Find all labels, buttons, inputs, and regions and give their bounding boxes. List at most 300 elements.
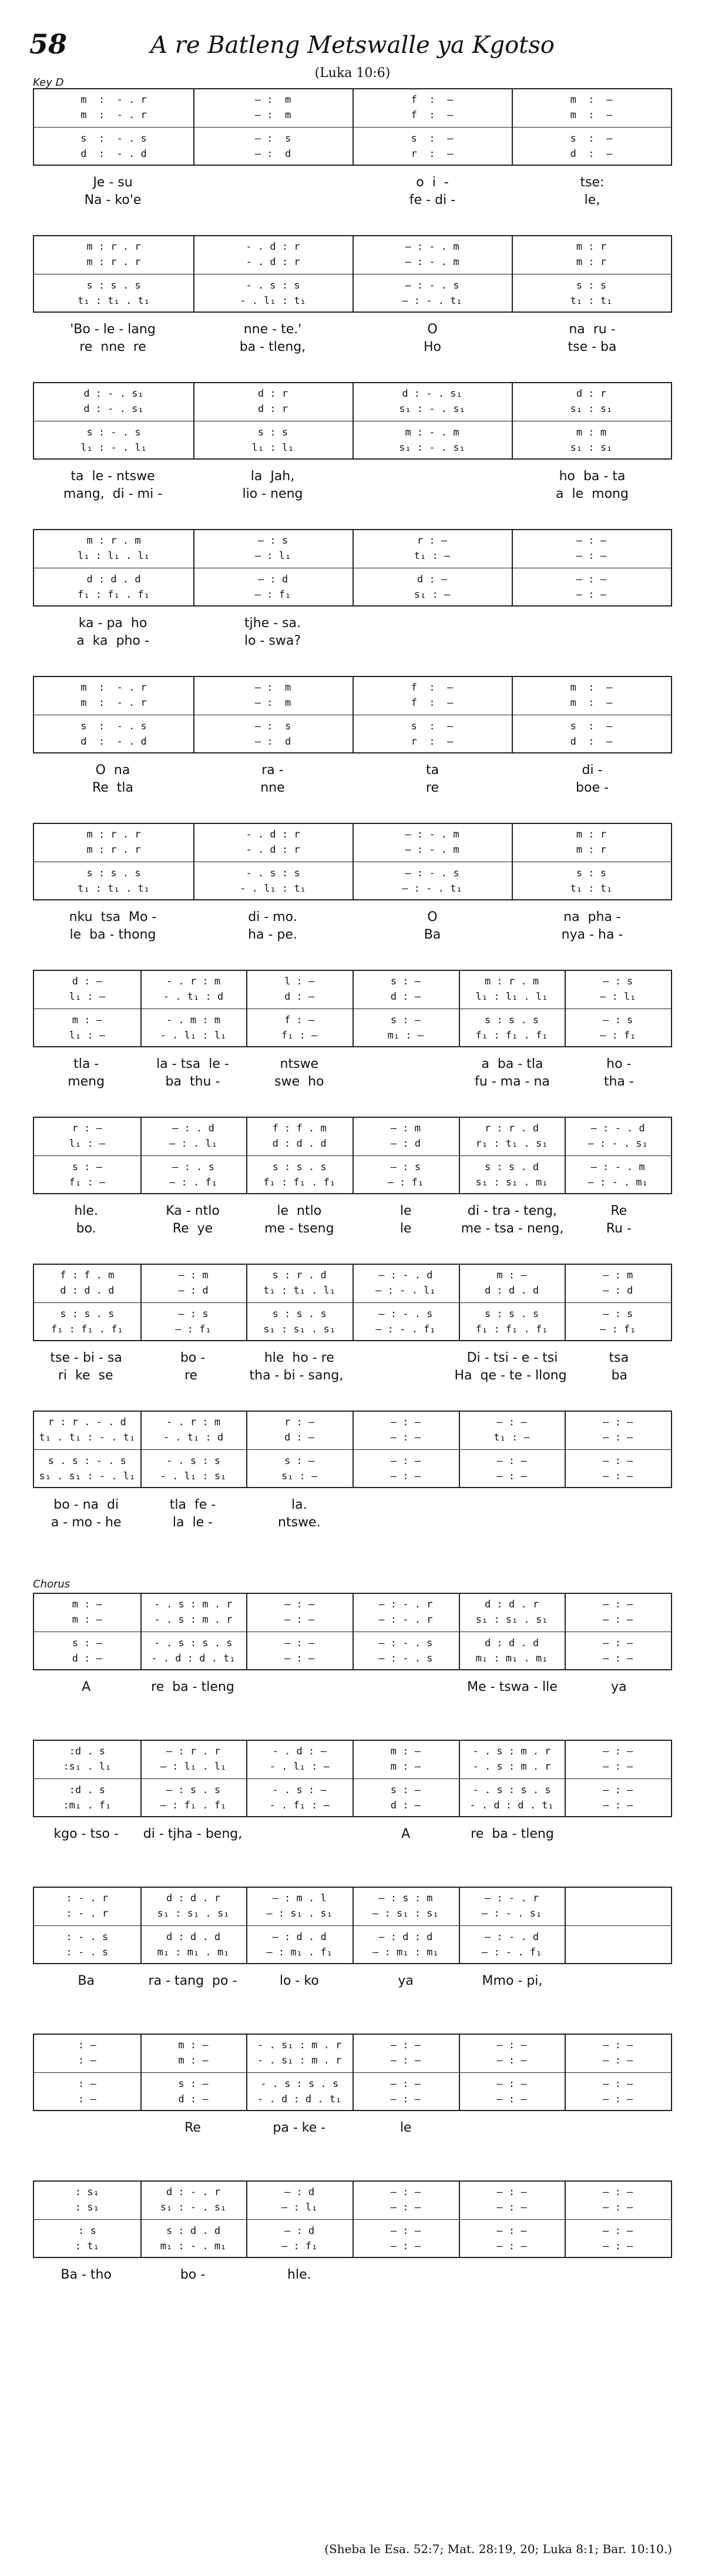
note-cell: f : — (284, 1014, 315, 1026)
lyric-syllables: tla - (73, 1057, 99, 1071)
note-cell: — : — (390, 2055, 421, 2066)
note-cell: : - . s (66, 1931, 109, 1943)
note-cell: s : s . d (484, 1161, 539, 1173)
note-cell: — : d (603, 1285, 633, 1297)
note-cell: — : f₁ (175, 1324, 212, 1335)
note-cell: — : s (178, 1308, 209, 1320)
note-cell: — : — (390, 2186, 421, 2198)
note-cell: f₁ : — (281, 1030, 318, 1041)
note-cell: — : d (254, 736, 291, 748)
lyric-syllables (139, 1696, 246, 1714)
note-cell: - . l₁ : s₁ (160, 1470, 227, 1482)
note-cell: — : d (284, 2186, 315, 2198)
lyric-syllables: Ha qe - te - llong (454, 1368, 567, 1383)
lyric-syllables: ra - tang po - (148, 1974, 237, 1988)
voice-row (34, 1612, 671, 1628)
note-cell: — : - . s₁ (481, 1908, 542, 1920)
note-cell: — : - . s₁ (588, 1138, 648, 1150)
solfa-staff (33, 1117, 672, 1194)
note-cell: — : — (496, 2225, 527, 2237)
note-cell: — : - . d (378, 1269, 433, 1281)
solfa-staff (33, 823, 672, 900)
note-cell: t₁ : t₁ (570, 883, 613, 895)
note-cell: — : - . m (405, 241, 459, 253)
note-cell: — : — (603, 1784, 633, 1796)
note-cell: — : — (603, 2078, 633, 2090)
lyric-syllables: la. (291, 1498, 307, 1512)
note-cell: d : — (72, 976, 102, 987)
note-cell: - . l₁ : t₁ (240, 295, 306, 307)
note-cell: — : — (603, 1800, 633, 1811)
voice-row (34, 2052, 671, 2069)
lyric-syllables: lo - swa? (244, 634, 301, 648)
note-cell: — : — (603, 2202, 633, 2213)
note-cell: s : d . d (166, 2225, 221, 2237)
note-cell: m : - . r (80, 682, 147, 694)
page-header (0, 0, 705, 94)
voice-row (34, 386, 671, 402)
note-cell: — : m (178, 1269, 209, 1281)
lyric-syllables: A (82, 1680, 91, 1694)
note-cell: f₁ : f₁ . f₁ (475, 1324, 548, 1335)
voice-row (34, 532, 671, 549)
voice-divider (34, 127, 671, 128)
note-cell: m : — (72, 1614, 102, 1626)
note-cell: - . f₁ : — (269, 1800, 330, 1811)
note-cell: d : — (390, 991, 421, 1003)
lyric-syllables (459, 1990, 565, 2008)
note-cell: r : r . d (484, 1123, 539, 1134)
note-cell: : - . r (66, 1892, 109, 1904)
solfa-staff (33, 1740, 672, 1817)
lyric-syllables: ho ba - ta (559, 469, 626, 484)
note-cell: — : — (603, 1470, 633, 1482)
lyric-syllables (139, 2284, 246, 2302)
note-cell: d : - . s₁ (402, 388, 462, 400)
voice-row (34, 826, 671, 843)
lyric-syllables: ta le - ntswe (70, 469, 155, 484)
lyric-syllables (246, 1696, 352, 1714)
note-cell: — : - . l₁ (375, 1285, 436, 1297)
lyric-syllables: a - mo - he (51, 1515, 122, 1530)
note-cell: s : r . d (272, 1269, 327, 1281)
voice-row (34, 1905, 671, 1922)
note-cell: — : s (390, 1161, 421, 1173)
note-cell: s : s . s (272, 1161, 327, 1173)
lyric-syllables (246, 1990, 352, 2008)
lyric-syllables (352, 615, 512, 632)
note-cell: — : . f₁ (169, 1177, 217, 1188)
note-cell: :d . s (69, 1784, 106, 1796)
note-cell: s : - . s (86, 427, 141, 438)
lyric-syllables: O na (95, 763, 130, 778)
note-cell: — : . l₁ (169, 1138, 217, 1150)
voice-row (34, 1929, 671, 1945)
note-cell: — : - . m (405, 844, 459, 856)
note-cell: — : — (603, 1432, 633, 1443)
note-cell: s : s . s (484, 1014, 539, 1026)
note-cell (565, 1944, 671, 1961)
solfa-staff (33, 529, 672, 607)
lyric-syllables: a ka pho - (76, 634, 149, 648)
voice-row (34, 424, 671, 441)
music-system (33, 529, 672, 664)
lyric-syllables (33, 2119, 139, 2137)
note-cell: d : - . s₁ (83, 403, 144, 415)
note-cell: — : l₁ (599, 991, 636, 1003)
note-cell: s : s (257, 427, 288, 438)
note-cell: m : m (576, 427, 607, 438)
note-cell: - . d : d . t₁ (151, 1653, 236, 1664)
lyric-syllables (352, 2284, 459, 2302)
note-cell: — : — (496, 1416, 527, 1428)
note-cell: — : f₁ (254, 589, 291, 601)
lyric-syllables: ntswe (280, 1057, 319, 1071)
lyric-syllables: hle ho - re (264, 1351, 334, 1365)
voice-row (34, 1414, 671, 1431)
note-cell: - . d : r (246, 256, 300, 268)
note-cell: — : — (576, 550, 607, 562)
note-cell: f : — (411, 682, 454, 694)
note-cell: — : — (390, 2078, 421, 2090)
music-system (33, 88, 672, 223)
lyric-syllables: re ba - tleng (151, 1680, 234, 1694)
voice-row (34, 1782, 671, 1798)
note-cell: d : d . d (484, 1637, 539, 1649)
note-cell: — : f₁ . f₁ (160, 1800, 227, 1811)
lyric-syllables (352, 1843, 459, 1861)
lyric-syllables: Ba (78, 1974, 95, 1988)
lyric-line (33, 1972, 672, 1990)
lyric-syllables (566, 1496, 672, 1514)
note-cell: — : — (496, 2078, 527, 2090)
lyric-syllables: Me - tswa - lle (467, 1680, 558, 1694)
lyric-syllables: O (427, 322, 438, 337)
note-cell: : — (78, 2055, 96, 2066)
lyric-syllables (459, 1514, 565, 1532)
note-cell: — : d : d (378, 1931, 433, 1943)
voice-divider (34, 1449, 671, 1450)
voice-row (34, 679, 671, 696)
voice-row (34, 1635, 671, 1652)
note-cell: — : - . m₁ (588, 1177, 648, 1188)
note-cell: s : — (72, 1637, 102, 1649)
note-cell: — : — (603, 1599, 633, 1610)
voice-row (34, 1596, 671, 1613)
note-cell: d : - . s₁ (83, 388, 144, 400)
lyric-syllables (352, 1990, 459, 2008)
voice-row (34, 571, 671, 588)
lyric-syllables (33, 1990, 139, 2008)
note-cell: — : — (390, 2240, 421, 2252)
note-cell: m : — (72, 1014, 102, 1026)
note-cell: — : — (603, 1761, 633, 1773)
lyric-syllables: ya (398, 1974, 414, 1988)
lyric-syllables (246, 2284, 352, 2302)
lyric-syllables (566, 1696, 672, 1714)
note-cell: s . s : - . s (48, 1455, 126, 1467)
lyric-syllables: Re ye (172, 1221, 213, 1236)
lyric-syllables: tla fe - (169, 1498, 216, 1512)
voice-row (34, 293, 671, 309)
lyric-syllables (352, 2137, 459, 2155)
lyric-syllables (459, 1843, 565, 1861)
voice-row (34, 1027, 671, 1044)
note-cell: — : s (257, 535, 288, 547)
lyric-line (33, 339, 672, 356)
note-cell: m : r (576, 829, 607, 840)
note-cell: - . s : — (272, 1784, 327, 1796)
note-cell: — : — (496, 2039, 527, 2051)
note-cell: - . s₁ : m . r (257, 2055, 342, 2066)
lyric-syllables (566, 1514, 672, 1532)
lyric-syllables: tse - ba (568, 340, 617, 354)
note-cell: d : - . d (80, 736, 147, 748)
note-cell: — : - . m (405, 256, 459, 268)
note-cell: — : m (254, 109, 291, 121)
note-cell: — : l₁ (254, 550, 291, 562)
lyric-line (33, 1679, 672, 1696)
note-cell: — : - . s (378, 1653, 433, 1664)
note-cell: f₁ : — (69, 1177, 106, 1188)
note-cell: m₁ : - . m₁ (160, 2240, 227, 2252)
note-cell: : - . r (66, 1908, 109, 1920)
note-cell: l₁ : l₁ (251, 442, 294, 454)
lyric-line (33, 1202, 672, 1220)
lyric-syllables: fe - di - (409, 193, 456, 207)
note-cell: : s (78, 2225, 96, 2237)
note-cell: — : d . d (272, 1931, 327, 1943)
lyric-syllables (459, 1696, 565, 1714)
lyric-line (33, 1825, 672, 1843)
voice-row (34, 254, 671, 270)
note-cell: — : — (603, 2039, 633, 2051)
voice-divider (34, 1302, 671, 1303)
note-cell: f₁ : f₁ . f₁ (263, 1177, 336, 1188)
note-cell: s : s . s (86, 867, 141, 879)
note-cell: t₁ : t₁ . t₁ (78, 295, 150, 307)
note-cell: — : — (284, 1653, 315, 1664)
solfa-staff (33, 1887, 672, 1964)
note-cell: — : f₁ (599, 1030, 636, 1041)
note-cell: s₁ : s₁ (570, 442, 613, 454)
note-cell: — : — (284, 1637, 315, 1649)
note-cell: - . s : m . r (154, 1614, 233, 1626)
note-cell: — : m (254, 94, 291, 106)
note-cell: - . s : m . r (472, 1746, 551, 1757)
lyric-syllables: le ntlo (277, 1204, 322, 1218)
lyric-syllables (193, 192, 352, 209)
lyric-syllables (246, 1843, 352, 1861)
note-cell: : s₁ (75, 2202, 99, 2213)
lyric-line (33, 1514, 672, 1532)
note-cell: s₁ : - . s₁ (399, 442, 465, 454)
chorus-label: Chorus (33, 1578, 70, 1590)
lyric-syllables: Ho (423, 340, 441, 354)
solfa-staff (33, 235, 672, 313)
lyric-syllables: 'Bo - le - lang (70, 322, 156, 337)
note-cell: m : — (570, 109, 613, 121)
note-cell: m : r (576, 844, 607, 856)
note-cell: t₁ : t₁ . l₁ (263, 1285, 336, 1297)
note-cell: — : — (603, 1746, 633, 1757)
music-system (33, 235, 672, 370)
note-cell: — : . d (172, 1123, 214, 1134)
lyric-syllables: re ba - tleng (471, 1827, 554, 1841)
note-cell: — : — (496, 1455, 527, 1467)
lyric-syllables (33, 1843, 139, 1861)
note-cell: — : — (496, 2186, 527, 2198)
note-cell: d : d . r (166, 1892, 221, 1904)
note-cell: - . m : m (166, 1014, 221, 1026)
note-cell: t₁ : — (494, 1432, 530, 1443)
lyric-syllables: fu - ma - na (475, 1074, 550, 1089)
lyric-syllables: O (427, 910, 438, 924)
lyric-syllables: re nne re (79, 340, 146, 354)
lyric-syllables: A (401, 1827, 411, 1841)
voice-row (34, 842, 671, 858)
note-cell: d : d . d (166, 1931, 221, 1943)
note-cell: — : — (603, 2093, 633, 2105)
note-cell: s : — (411, 721, 454, 732)
lyric-syllables: le (400, 1204, 412, 1218)
note-cell: s : — (411, 133, 454, 145)
note-cell: f : — (411, 94, 454, 106)
note-cell: m : — (178, 2039, 209, 2051)
note-cell: f₁ : f₁ . f₁ (475, 1030, 548, 1041)
note-cell: — : d (390, 1138, 421, 1150)
voice-row (34, 865, 671, 882)
voice-row (34, 1468, 671, 1485)
note-cell: — : — (390, 1470, 421, 1482)
note-cell: :m₁ . f₁ (63, 1800, 112, 1811)
lyric-syllables: le (400, 2121, 412, 2135)
note-cell: — : — (390, 1416, 421, 1428)
solfa-staff (33, 2180, 672, 2258)
lyric-syllables (352, 1514, 459, 1532)
lyric-syllables (566, 1972, 672, 1990)
note-cell: m : - . m (405, 427, 459, 438)
lyric-syllables (352, 1696, 459, 1714)
note-cell: s₁ : - . s₁ (160, 2202, 227, 2213)
note-cell: s₁ : s₁ . m₁ (475, 1177, 548, 1188)
note-cell: m : — (496, 1269, 527, 1281)
note-cell: — : s (603, 1014, 633, 1026)
note-cell: - . s : s (246, 280, 300, 292)
voice-row (34, 989, 671, 1005)
lyric-syllables: tha - bi - sang, (249, 1368, 344, 1383)
voice-row (34, 277, 671, 294)
voice-row (34, 440, 671, 456)
voice-row (34, 1267, 671, 1284)
note-cell: s₁ : - . s₁ (399, 403, 465, 415)
note-cell: :d . s (69, 1746, 106, 1757)
lyric-syllables (512, 615, 672, 632)
voice-divider (34, 2219, 671, 2220)
note-cell: — : — (390, 2225, 421, 2237)
note-cell: d : — (417, 574, 448, 585)
lyric-line (33, 2266, 672, 2284)
note-cell: - . r : m (166, 1416, 221, 1428)
note-cell: — : m (254, 697, 291, 709)
lyric-syllables (352, 632, 512, 650)
voice-row (34, 587, 671, 603)
lyric-syllables (352, 485, 512, 503)
lyric-syllables (246, 1679, 352, 1696)
lyric-syllables (193, 174, 352, 192)
note-cell: d : — (178, 2093, 209, 2105)
note-cell: r : — (417, 535, 448, 547)
note-cell: s : s . s (60, 1308, 115, 1320)
note-cell: - . s : s . s (260, 2078, 339, 2090)
note-cell: m : — (570, 682, 613, 694)
note-cell: — : — (496, 2202, 527, 2213)
note-cell: m : - . r (80, 697, 147, 709)
voice-row (34, 146, 671, 162)
note-cell: m : r . r (86, 241, 141, 253)
lyric-line (33, 1056, 672, 1073)
lyric-syllables: ba - tleng, (239, 340, 306, 354)
note-cell: — : — (576, 574, 607, 585)
note-cell: - . r : m (166, 976, 221, 987)
music-system (33, 1740, 672, 1875)
voice-row (34, 548, 671, 564)
lyric-syllables: bo - (180, 2267, 206, 2282)
note-cell: l : — (284, 976, 315, 987)
lyric-syllables: na ru - (569, 322, 616, 337)
lyric-syllables: Na - ko'e (84, 193, 142, 207)
voice-row (34, 1890, 671, 1907)
lyric-syllables: tjhe - sa. (244, 616, 301, 631)
lyric-syllables: pa - ke - (273, 2121, 326, 2135)
note-cell: s₁ : — (281, 1470, 318, 1482)
note-cell: - . s : s (246, 867, 300, 879)
note-cell: — : l₁ (281, 2202, 318, 2213)
note-cell: : — (78, 2039, 96, 2051)
footer-references: (Sheba le Esa. 52:7; Mat. 28:19, 20; Luka 8:1; Bar. 10:10.) (324, 2542, 672, 2556)
note-cell: - . d : d . t₁ (469, 1800, 554, 1811)
voice-row (34, 2037, 671, 2054)
voice-row (34, 2199, 671, 2216)
note-cell: — : — (603, 2186, 633, 2198)
lyric-syllables: mang, di - mi - (63, 487, 163, 501)
lyric-syllables: di - mo. (248, 910, 297, 924)
note-cell: — : — (390, 1455, 421, 1467)
lyric-line (33, 909, 672, 926)
note-cell: d : r (576, 388, 607, 400)
lyric-syllables (566, 2284, 672, 2302)
note-cell: — : — (603, 2240, 633, 2252)
lyric-syllables (459, 1496, 565, 1514)
note-cell: — : - . s (378, 1308, 433, 1320)
note-cell: - . d : — (272, 1746, 327, 1757)
note-cell: s : s (576, 280, 607, 292)
lyric-syllables: o i - (416, 175, 449, 190)
note-cell: r : — (72, 1123, 102, 1134)
lyric-line (33, 1696, 672, 1714)
note-cell: m : r . m (86, 535, 141, 547)
note-cell: m : - . r (80, 109, 147, 121)
note-cell: — : m (603, 1269, 633, 1281)
lyric-syllables (566, 2137, 672, 2155)
note-cell: - . t₁ : d (163, 1432, 224, 1443)
note-cell: - . l₁ : t₁ (240, 883, 306, 895)
lyric-line (33, 615, 672, 632)
note-cell: — : — (390, 1432, 421, 1443)
lyric-syllables (566, 1843, 672, 1861)
voice-row (34, 1012, 671, 1029)
hymn-number: 58 (29, 28, 68, 60)
